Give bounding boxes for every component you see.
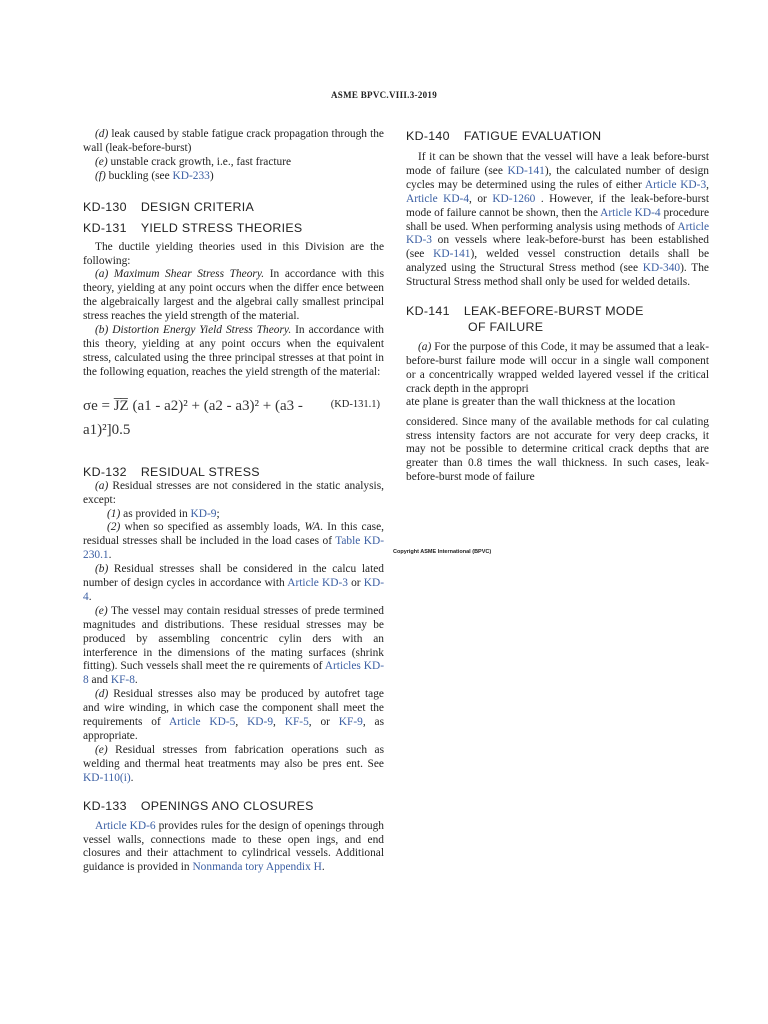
kd132-item-b: (b) Residual stresses shall be considered in the calcu lated number of design cycles in accordance with Article KD-3 or KD-4. <box>83 563 384 603</box>
section-heading-kd140: KD-140 FATIGUE EVALUATION <box>406 129 602 143</box>
section-heading-kd133: KD-133 OPENINGS ANO CLOSURES <box>83 798 314 813</box>
kd140-body: If it can be shown that the vessel will have a leak before-burst mode of failure (see KD-141), the calculated number of design cycles may be determined using the rules of either Article KD-3, Article KD-4, or KD-1260 . However, if the leak-before-burst mode of failure cannot be shown, then the Article KD-4 procedure shall be used. When performing analysis using methods of Article KD-3 on vessels where leak-before-burst has been established (see KD-141), welded vessel construction details shall be analyzed using the Structural Stress method (see KD-340). The Structural Stress method shall only be used for welded details. <box>406 151 710 289</box>
link-kd-9[interactable]: KD-9 <box>247 716 274 729</box>
section-heading-kd131: KD-131 YIELD STRESS THEORIES <box>83 220 303 235</box>
link-kf-9[interactable]: KF-9 <box>338 716 363 729</box>
link-kd-233[interactable]: KD-233 <box>172 169 210 182</box>
link-article-kd-4[interactable]: Article KD-4 <box>406 192 470 205</box>
kd132-item-a2: (2) when so specified as assembly loads, WA. In this case, residual stresses shall be included in the load cases of Table KD-230.1. <box>83 521 384 562</box>
link-kd-340[interactable]: KD-340 <box>642 262 681 275</box>
kd141-item-a-continued: ate plane is greater than the wall thickness at the location <box>406 393 676 408</box>
link-kd-4[interactable]: KD-4 <box>83 577 384 603</box>
link-articles-kd-8[interactable]: Articles KD-8 <box>83 660 384 687</box>
failure-mode-f: (f) buckling (see KD-233) <box>95 169 214 182</box>
link-article-kd-4[interactable]: Article KD-4 <box>600 206 661 219</box>
failure-mode-e: (e) unstable crack growth, i.e., fast fracture <box>95 155 292 168</box>
copyright-notice: Copyright ASME International (BPVC) <box>393 549 492 555</box>
equation-line-1: σe = J̅Z̅ (a1 - a2)² + (a2 - a3)² + (a3 - <box>83 397 303 414</box>
kd141-body-continued: considered. Since many of the available methods for cal culating stress intensity factors are not accurate for very deep cracks, it may not be possible to determine critical crack depths that are greater than 0.8 times the wall thickness. In such cases, leak-before-burst mode of failure <box>406 415 709 484</box>
section-heading-kd132: KD-132 RESIDUAL STRESS <box>83 464 260 479</box>
link-article-kd-6[interactable]: Article KD-6 <box>95 819 156 832</box>
kd133-body: Article KD-6 provides rules for the design of openings through vessel walls, connections made to these open ings, and end closures and their attachment to cylindrical vessels. Additional guidance is provided in Nonmanda tory Appendix H. <box>83 819 384 874</box>
section-heading-kd141: KD-141 LEAK-BEFORE-BURST MODE <box>406 304 644 319</box>
kd132-item-a1: (1) as provided in KD-9; <box>107 507 220 520</box>
kd132-item-d: (d) Residual stresses also may be produced by autofret tage and wire winding, in which case the component shall meet the requirements of Article KD-5, KD-9, KF-5, or KF-9, as appropriate. <box>83 688 385 742</box>
left-column <box>83 128 384 875</box>
link-article-kd-3[interactable]: Article KD-3 <box>406 220 709 247</box>
link-article-kd-3[interactable]: Article KD-3 <box>644 178 707 191</box>
link-table-kd-230-1[interactable]: Table KD-230.1 <box>83 535 384 562</box>
kd131-intro: The ductile yielding theories used in this Division are the following: <box>83 240 384 267</box>
section-heading-kd141-line2: OF FAILURE <box>468 320 544 335</box>
kd132-item-c: (e) The vessel may contain residual stresses of prede termined magnitudes and distributions. These residual stresses may be produced by assembling concentric cylin ders with an interference in the dimensions of the mating surfaces (shrink fitting). Such vessels shall meet the re quirements of Articles KD-8 and KF-8. <box>83 604 384 687</box>
kd131-item-b: (b) Distortion Energy Yield Stress Theory. In accordance with this theory, yielding at any point occurs when the equivalent stress, calculated using the three principal stresses at that point in the following equation, reaches the yield strength of the material: <box>83 324 384 378</box>
equation-line-2: a1)²]0.5 <box>83 421 131 438</box>
link-kf-5[interactable]: KF-5 <box>284 716 309 729</box>
link-nonmandatory-appendix-h[interactable]: Nonmanda tory Appendix H <box>192 861 322 874</box>
kd131-item-a: (a) Maximum Shear Stress Theory. In accordance with this theory, yielding at any point occurs when the differ ence between the algebraically largest and the algebrai cally smallest principal stress reaches the yield strength of the material. <box>83 268 384 323</box>
link-kf-8[interactable]: KF-8 <box>110 674 135 687</box>
kd132-item-a: (a) Residual stresses are not considered in the static analysis, except: <box>83 479 384 506</box>
right-column <box>406 128 709 485</box>
kd132-item-e: (e) Residual stresses from fabrication operations such as welding and thermal heat treatments may also be pres ent. See KD-110(i). <box>83 743 384 784</box>
link-kd-110-i[interactable]: KD-110(i) <box>83 771 131 784</box>
equation-kd131-1 <box>83 394 384 450</box>
page-header: ASME BPVC.VIII.3-2019 <box>330 90 438 100</box>
link-kd-141[interactable]: KD-141 <box>507 164 545 177</box>
link-article-kd-5[interactable]: Article KD-5 <box>168 716 236 729</box>
kd141-item-a: (a) For the purpose of this Code, it may be assumed that a leak-before-burst failure mode will occur in a single wall component or a concentrically wrapped welded layered vessel if the critical crack depth in the appropri <box>406 341 709 395</box>
link-kd-9[interactable]: KD-9 <box>190 507 217 520</box>
link-kd-1260[interactable]: KD-1260 <box>492 192 536 205</box>
section-heading-kd130: KD-130 DESIGN CRITERIA <box>83 199 255 214</box>
equation-number: (KD-131.1) <box>330 398 380 410</box>
link-kd-141[interactable]: KD-141 <box>433 248 471 261</box>
link-article-kd-3[interactable]: Article KD-3 <box>287 577 348 590</box>
failure-mode-d: (d) leak caused by stable fatigue crack propagation through the wall (leak-before-burst) <box>83 128 384 154</box>
